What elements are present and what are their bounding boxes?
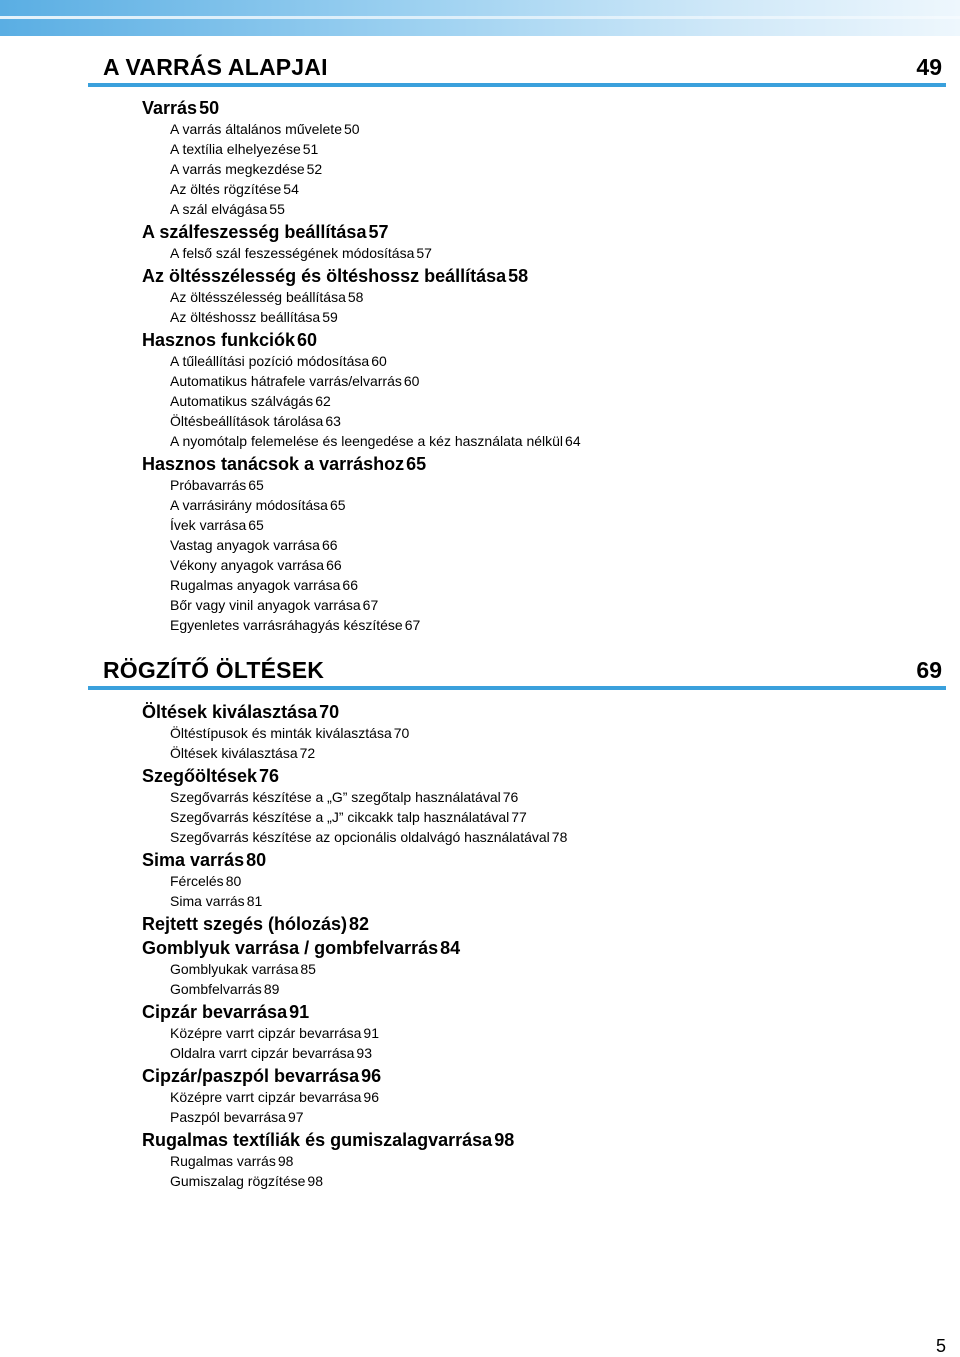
toc-entry-title: A felső szál feszességének módosítása: [170, 245, 415, 261]
toc-entry-title: A varrás általános művelete: [170, 121, 342, 137]
toc-entry-page: 60: [403, 373, 420, 389]
toc-entry-title: Fércelés: [170, 873, 224, 889]
toc-entry-title: A nyomótalp felemelése és leengedése a kéz használata nélkül: [170, 433, 564, 449]
toc-entry-page: 80: [246, 850, 267, 870]
toc-entry-page: 65: [406, 454, 427, 474]
toc-entry-page: 55: [269, 201, 285, 217]
toc-entry-page: 60: [371, 353, 387, 369]
toc-entry-title: A szálfeszesség beállítása: [142, 222, 367, 242]
section-title: A VARRÁS ALAPJAI: [103, 54, 328, 80]
toc-entry-page: 82: [349, 914, 370, 934]
toc-entry-page: 89: [263, 981, 280, 997]
toc-entry-page: 78: [551, 829, 568, 845]
toc-entry-title: Automatikus hátrafele varrás/elvarrás: [170, 373, 402, 389]
toc-entry-page: 66: [342, 577, 358, 593]
toc-entry-title: Cipzár/paszpól bevarrása: [142, 1066, 360, 1086]
section-page-number: 69: [916, 657, 942, 683]
toc-entry-title: Sima varrás: [170, 893, 245, 909]
section-header: [88, 52, 946, 87]
toc-entry-title: Egyenletes varrásráhagyás készítése: [170, 617, 403, 633]
toc-entry-title: Öltések kiválasztása: [142, 702, 318, 722]
toc-entry-title: Automatikus szálvágás: [170, 393, 314, 409]
toc-entry-page: 60: [297, 330, 318, 350]
toc-entry-title: Vékony anyagok varrása: [170, 557, 325, 573]
toc-entry-page: 65: [248, 517, 264, 533]
toc-entry-title: Rejtett szegés (hólozás): [142, 914, 348, 934]
toc-entry-page: 65: [248, 477, 264, 493]
toc-entry-title: Öltések kiválasztása: [170, 745, 298, 761]
toc-entry-title: Az öltésszélesség és öltéshossz beállítása: [142, 266, 507, 286]
toc-entry-page: 59: [322, 309, 338, 325]
toc-entry-page: 96: [363, 1089, 379, 1105]
toc-entry-title: Az öltéshossz beállítása: [170, 309, 321, 325]
toc-entry-title: Szegővarrás készítése az opcionális oldalvágó használatával: [170, 829, 550, 845]
toc-entry-page: 84: [440, 938, 461, 958]
toc-entry-title: Rugalmas anyagok varrása: [170, 577, 341, 593]
toc-entry-title: Az öltésszélesség beállítása: [170, 289, 346, 305]
toc-entry-title: Gumiszalag rögzítése: [170, 1173, 306, 1189]
toc-entry-title: A tűleállítási pozíció módosítása: [170, 353, 370, 369]
toc-entry-page: 76: [259, 766, 280, 786]
toc-entry-title: Szegővarrás készítése a „G” szegőtalp használatával: [170, 789, 501, 805]
toc-entry-page: 63: [325, 413, 341, 429]
toc-entry-page: 98: [494, 1130, 515, 1150]
toc-entry-page: 91: [363, 1025, 379, 1041]
toc-entry-title: Hasznos funkciók: [142, 330, 296, 350]
section-title: RÖGZÍTŐ ÖLTÉSEK: [103, 657, 325, 683]
toc-entry-title: Vastag anyagok varrása: [170, 537, 320, 553]
toc-entry-title: Középre varrt cipzár bevarrása: [170, 1089, 362, 1105]
toc-entry-page: 80: [225, 873, 242, 889]
toc-entry-page: 70: [319, 702, 340, 722]
toc-entry-title: A textília elhelyezése: [170, 141, 301, 157]
toc-entry-title: Sima varrás: [142, 850, 245, 870]
toc-entry-title: Gomblyukak varrása: [170, 961, 299, 977]
toc-entry-page: 51: [302, 141, 319, 157]
toc-entry-page: 58: [508, 266, 529, 286]
toc-entry-title: Paszpól bevarrása: [170, 1109, 286, 1125]
toc-entry-title: Öltéstípusok és minták kiválasztása: [170, 725, 392, 741]
toc-entry-page: 50: [343, 121, 360, 137]
toc-entry-page: 76: [502, 789, 519, 805]
toc-entry-page: 65: [329, 497, 346, 513]
toc-entry-title: A varrás megkezdése: [170, 161, 305, 177]
toc-entry-title: Öltésbeállítások tárolása: [170, 413, 324, 429]
toc-entry-title: Hasznos tanácsok a varráshoz: [142, 454, 405, 474]
toc-entry-page: 85: [300, 961, 316, 977]
section-header: [88, 655, 946, 690]
toc-entry-title: Bőr vagy vinil anyagok varrása: [170, 597, 361, 613]
toc-entry-page: 77: [511, 809, 527, 825]
toc-entry-title: A szál elvágása: [170, 201, 268, 217]
toc-entry-title: Gombfelvarrás: [170, 981, 262, 997]
toc-entry-page: 67: [404, 617, 421, 633]
toc-entry-title: Szegőöltések: [142, 766, 258, 786]
toc-entry-page: 96: [361, 1066, 382, 1086]
toc-entry-title: Az öltés rögzítése: [170, 181, 282, 197]
top-decorative-band: [0, 0, 960, 36]
toc-entry-title: Varrás: [142, 98, 198, 118]
toc-entry-page: 62: [315, 393, 331, 409]
toc-entry-page: 97: [287, 1109, 304, 1125]
toc-entry-page: 64: [565, 433, 581, 449]
toc-entry-page: 66: [326, 557, 342, 573]
toc-entry-title: Próbavarrás: [170, 477, 247, 493]
toc-entry-page: 93: [356, 1045, 372, 1061]
toc-entry-page: 98: [277, 1153, 294, 1169]
toc-entry-page: 54: [283, 181, 299, 197]
toc-entry-title: A varrásirány módosítása: [170, 497, 328, 513]
toc-entry-page: 72: [299, 745, 316, 761]
toc-entry-title: Ívek varrása: [170, 517, 247, 533]
section-page-number: 49: [916, 54, 942, 80]
toc-entry-page: 81: [246, 893, 263, 909]
toc-entry-page: 58: [347, 289, 364, 305]
toc-entry-title: Cipzár bevarrása: [142, 1002, 288, 1022]
toc-entry-title: Középre varrt cipzár bevarrása: [170, 1025, 362, 1041]
toc-entry-title: Rugalmas textíliák és gumiszalagvarrása: [142, 1130, 493, 1150]
toc-entry-page: 66: [321, 537, 338, 553]
toc-entry-title: Rugalmas varrás: [170, 1153, 276, 1169]
toc-entry-title: Oldalra varrt cipzár bevarrása: [170, 1045, 355, 1061]
toc-entry-title: Gomblyuk varrása / gombfelvarrás: [142, 938, 439, 958]
toc-entry-page: 98: [307, 1173, 323, 1189]
toc-entry-page: 67: [362, 597, 379, 613]
page-number: 5: [935, 1336, 946, 1356]
toc-entry-page: 91: [289, 1002, 310, 1022]
toc-entry-page: 70: [393, 725, 410, 741]
toc-entry-page: 52: [306, 161, 323, 177]
toc-entry-page: 57: [368, 222, 389, 242]
toc-entry-page: 57: [416, 245, 432, 261]
toc-entry-page: 50: [199, 98, 220, 118]
toc-entry-title: Szegővarrás készítése a „J” cikcakk talp használatával: [170, 809, 510, 825]
